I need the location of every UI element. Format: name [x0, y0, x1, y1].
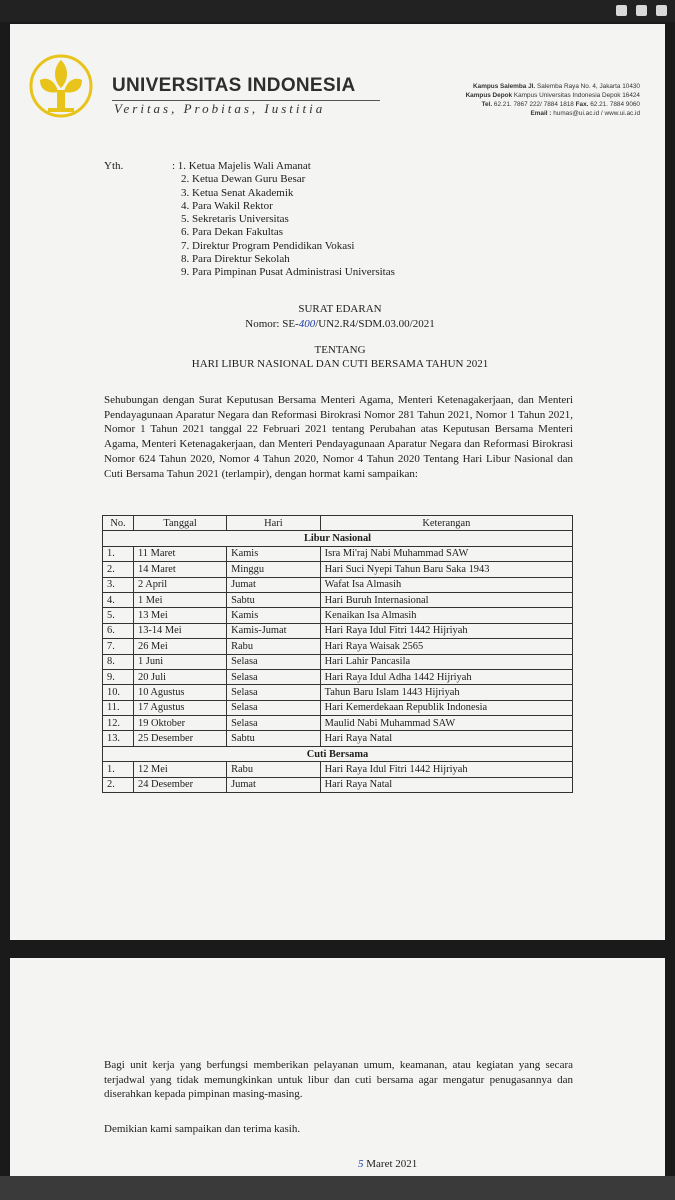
cell-day: Jumat [227, 577, 321, 592]
status-icons [607, 3, 667, 21]
contact-block [420, 82, 640, 118]
university-motto: Veritas, Probitas, Iustitia [114, 101, 326, 116]
cell-date: 12 Mei [134, 762, 227, 777]
recipient-item: 2. Ketua Dewan Guru Besar [181, 173, 306, 186]
table-row [103, 623, 573, 638]
handwritten-number: 400 [298, 318, 316, 330]
cell-day: Jumat [227, 777, 321, 792]
cell-no: 9. [103, 669, 134, 684]
bottom-bar [0, 1176, 675, 1200]
table-row [103, 562, 573, 577]
table-row [103, 654, 573, 669]
table-row [103, 577, 573, 592]
menu-icon[interactable] [636, 5, 647, 16]
recipient-item: : 1. Ketua Majelis Wali Amanat [172, 160, 311, 172]
cell-description: Maulid Nabi Muhammad SAW [320, 716, 572, 731]
table-row [103, 762, 573, 777]
cell-day: Selasa [227, 669, 321, 684]
cell-date: 14 Maret [134, 562, 227, 577]
subject-label: TENTANG [314, 344, 366, 356]
recipient-label: Yth. [104, 160, 124, 172]
holiday-table [102, 515, 573, 793]
cell-day: Kamis [227, 608, 321, 623]
cell-day: Sabtu [227, 592, 321, 607]
cell-date: 1 Mei [134, 592, 227, 607]
cell-day: Sabtu [227, 731, 321, 746]
cell-date: 2 April [134, 577, 227, 592]
cell-no: 2. [103, 562, 134, 577]
cell-description: Hari Raya Waisak 2565 [320, 639, 572, 654]
table-header-row [103, 516, 573, 531]
cell-day: Selasa [227, 700, 321, 715]
cell-no: 12. [103, 716, 134, 731]
table-row [103, 669, 573, 684]
cell-description: Kenaikan Isa Almasih [320, 608, 572, 623]
menu-icon[interactable] [616, 5, 627, 16]
letter-subject: HARI LIBUR NASIONAL DAN CUTI BERSAMA TAHUN 2021 [191, 358, 489, 370]
cell-no: 3. [103, 577, 134, 592]
recipient-item: 3. Ketua Senat Akademik [181, 186, 294, 199]
closing-line: Demikian kami sampaikan dan terima kasih. [104, 1123, 301, 1135]
column-header: No. [103, 516, 134, 531]
recipient-item: 5. Sekretaris Universitas [181, 213, 289, 226]
table-row [103, 716, 573, 731]
cell-no: 8. [103, 654, 134, 669]
cell-description: Hari Suci Nyepi Tahun Baru Saka 1943 [320, 562, 572, 577]
group-row [103, 531, 573, 546]
cell-date: 13 Mei [134, 608, 227, 623]
table-row [103, 608, 573, 623]
university-logo-icon [28, 40, 94, 132]
cell-no: 11. [103, 700, 134, 715]
cell-day: Selasa [227, 654, 321, 669]
cell-description: Hari Raya Natal [320, 731, 572, 746]
cell-no: 2. [103, 777, 134, 792]
table-row [103, 685, 573, 700]
cell-description: Isra Mi'raj Nabi Muhammad SAW [320, 546, 572, 561]
column-header: Tanggal [134, 516, 227, 531]
cell-day: Kamis [227, 546, 321, 561]
table-row [103, 592, 573, 607]
cell-description: Hari Raya Idul Fitri 1442 Hijriyah [320, 623, 572, 638]
cell-day: Rabu [227, 639, 321, 654]
cell-date: 10 Agustus [134, 685, 227, 700]
cell-day: Rabu [227, 762, 321, 777]
cell-date: 24 Desember [134, 777, 227, 792]
column-header: Hari [227, 516, 321, 531]
recipient-list [172, 160, 395, 280]
address-salemba: Kampus Salemba Jl. Salemba Raya No. 4, Jakarta 10430 [473, 83, 640, 90]
status-bar [0, 0, 675, 22]
cell-date: 17 Agustus [134, 700, 227, 715]
cell-description: Hari Raya Idul Adha 1442 Hijriyah [320, 669, 572, 684]
address-depok: Kampus Depok Kampus Universitas Indonesia Depok 16424 [465, 92, 640, 99]
cell-no: 13. [103, 731, 134, 746]
cell-date: 20 Juli [134, 669, 227, 684]
cell-day: Kamis-Jumat [227, 623, 321, 638]
menu-icon[interactable] [656, 5, 667, 16]
cell-no: 1. [103, 762, 134, 777]
group-label: Cuti Bersama [103, 746, 573, 761]
cell-date: 11 Maret [134, 546, 227, 561]
cell-no: 10. [103, 685, 134, 700]
cell-date: 26 Mei [134, 639, 227, 654]
cell-no: 1. [103, 546, 134, 561]
letter-type: SURAT EDARAN [298, 303, 382, 315]
cell-date: 25 Desember [134, 731, 227, 746]
table-row [103, 546, 573, 561]
letter-number: Nomor: SE-400/UN2.R4/SDM.03.00/2021 [245, 318, 435, 330]
cell-day: Selasa [227, 685, 321, 700]
cell-date: 19 Oktober [134, 716, 227, 731]
intro-paragraph: Sehubungan dengan Surat Keputusan Bersama Menteri Agama, Menteri Ketenagakerjaan, dan Menteri Pendayagunaan Aparatur Negara dan Reformasi Birokrasi Nomor 281 Tahun 2021, Nomor 1 Tahun 2021, Nomor 1 Tahun 2021 tanggal 22 Februari 2021 tentang Perubahan atas Keputusan Bersama Menteri Agama, Menteri Ketenagakerjaan, dan Menteri Pendayagunaan Aparatur Negara dan Reformasi Birokrasi Nomor 624 Tahun 2020, Nomor 4 Tahun 2020, Nomor 4 Tahun 2020 Tentang Hari Libur Nasional dan Cuti Bersama Tahun 2021 (terlampir), dengan hormat kami sampaikan: [104, 394, 573, 480]
cell-description: Hari Raya Idul Fitri 1442 Hijriyah [320, 762, 572, 777]
table-row [103, 731, 573, 746]
cell-description: Wafat Isa Almasih [320, 577, 572, 592]
recipient-item: 6. Para Dekan Fakultas [181, 226, 284, 239]
column-header: Keterangan [320, 516, 572, 531]
letter-date: 5 Maret 2021 [358, 1158, 418, 1170]
table-row [103, 777, 573, 792]
cell-no: 7. [103, 639, 134, 654]
cell-no: 6. [103, 623, 134, 638]
cell-description: Hari Kemerdekaan Republik Indonesia [320, 700, 572, 715]
recipient-item: 8. Para Direktur Sekolah [181, 253, 290, 266]
cell-no: 4. [103, 592, 134, 607]
handwritten-day: 5 [358, 1158, 364, 1170]
closing-paragraph: Bagi unit kerja yang berfungsi memberikan pelayanan umum, keamanan, atau kegiatan yang secara terjadwal yang tidak memungkinkan untuk libur dan cuti bersama agar mengatur penugasannya dan diserahkan kepada pimpinan masing-masing. [104, 1059, 573, 1101]
table-row [103, 639, 573, 654]
university-name: UNIVERSITAS INDONESIA [112, 75, 356, 96]
group-label: Libur Nasional [103, 531, 573, 546]
table-row [103, 700, 573, 715]
recipient-item: 9. Para Pimpinan Pusat Administrasi Universitas [181, 266, 395, 279]
email-web: Email : humas@ui.ac.id / www.ui.ac.id [530, 110, 640, 117]
cell-day: Selasa [227, 716, 321, 731]
recipient-item: 4. Para Wakil Rektor [181, 199, 273, 212]
cell-day: Minggu [227, 562, 321, 577]
cell-date: 13-14 Mei [134, 623, 227, 638]
cell-description: Hari Raya Natal [320, 777, 572, 792]
phone-fax: Tel. 62.21. 7867 222/ 7884 1818 Fax. 62.21. 7884 9060 [481, 101, 640, 108]
cell-date: 1 Juni [134, 654, 227, 669]
cell-description: Hari Lahir Pancasila [320, 654, 572, 669]
recipient-item: 7. Direktur Program Pendidikan Vokasi [181, 239, 355, 252]
cell-description: Tahun Baru Islam 1443 Hijriyah [320, 685, 572, 700]
cell-no: 5. [103, 608, 134, 623]
cell-description: Hari Buruh Internasional [320, 592, 572, 607]
group-row [103, 746, 573, 761]
